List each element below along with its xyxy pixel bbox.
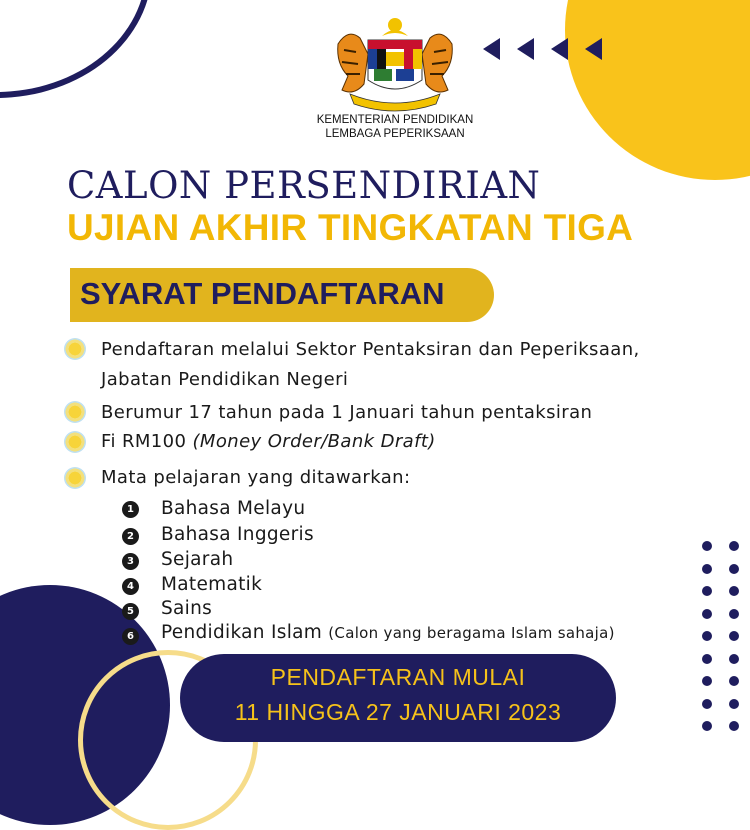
subject-item: Bahasa Inggeris xyxy=(161,524,314,545)
subject-item xyxy=(161,622,615,643)
bullet-sun-icon xyxy=(64,431,86,453)
requirement-4: Mata pelajaran yang ditawarkan: xyxy=(101,467,411,488)
subject-item: Bahasa Melayu xyxy=(161,498,306,519)
requirement-3-note: (Money Order/Bank Draft) xyxy=(192,431,436,452)
decorative-arrows xyxy=(483,38,602,60)
number-circle-icon: 4 xyxy=(122,578,139,595)
number-circle-icon: 1 xyxy=(122,501,139,518)
arrow-left-icon xyxy=(483,38,500,60)
arrow-left-icon xyxy=(551,38,568,60)
page-title: CALON PERSENDIRIAN xyxy=(67,164,541,207)
bullet-sun-icon xyxy=(64,401,86,423)
number-circle-icon: 3 xyxy=(122,553,139,570)
requirement-3 xyxy=(101,431,436,452)
number-circle-icon: 6 xyxy=(122,628,139,645)
subject-name: Pendidikan Islam xyxy=(161,622,323,643)
banner-line2: 11 HINGGA 27 JANUARI 2023 xyxy=(234,699,562,725)
decorative-dot-grid xyxy=(702,541,739,731)
requirement-1-line2: Jabatan Pendidikan Negeri xyxy=(101,369,349,390)
number-circle-icon: 5 xyxy=(122,603,139,620)
decorative-circle-outline xyxy=(0,0,152,98)
section-heading: SYARAT PENDAFTARAN xyxy=(80,276,445,311)
banner-line1: PENDAFTARAN MULAI xyxy=(270,664,526,690)
agency-line2: LEMBAGA PEPERIKSAAN xyxy=(325,128,465,140)
agency-line1: KEMENTERIAN PENDIDIKAN xyxy=(316,114,474,126)
number-circle-icon: 2 xyxy=(122,528,139,545)
arrow-left-icon xyxy=(585,38,602,60)
agency-name xyxy=(290,113,500,141)
requirement-1-line1: Pendaftaran melalui Sektor Pentaksiran dan Peperiksaan, xyxy=(101,339,640,360)
subject-item: Matematik xyxy=(161,574,263,595)
bullet-sun-icon xyxy=(64,338,86,360)
page-subtitle: UJIAN AKHIR TINGKATAN TIGA xyxy=(67,207,634,248)
bullet-sun-icon xyxy=(64,467,86,489)
subject-item: Sejarah xyxy=(161,549,234,570)
coat-of-arms-icon xyxy=(330,14,460,112)
arrow-left-icon xyxy=(517,38,534,60)
subject-note: (Calon yang beragama Islam sahaja) xyxy=(328,624,615,642)
decorative-circle-yellow xyxy=(565,0,750,180)
requirement-3-fee: Fi RM100 xyxy=(101,431,187,452)
requirement-2: Berumur 17 tahun pada 1 Januari tahun pentaksiran xyxy=(101,402,593,423)
subject-item: Sains xyxy=(161,598,213,619)
